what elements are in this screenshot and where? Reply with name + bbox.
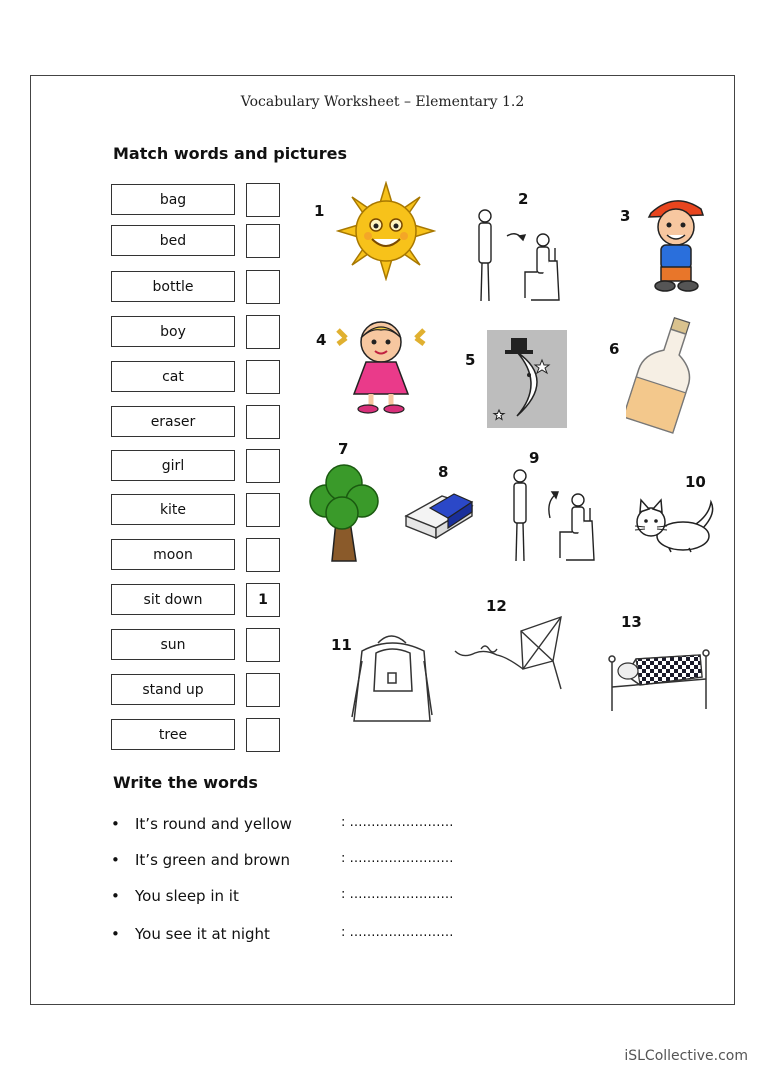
question-text: You see it at night	[135, 925, 270, 943]
picture-number-1: 1	[314, 202, 325, 220]
bag-icon	[346, 631, 436, 726]
girl-icon	[336, 316, 426, 416]
picture-number-4: 4	[316, 331, 327, 349]
word-box-boy: boy	[111, 316, 235, 347]
write-heading: Write the words	[113, 773, 258, 792]
question-text: You sleep in it	[135, 887, 239, 905]
answer-line[interactable]: : ……………………	[341, 887, 454, 902]
answer-box-bottle[interactable]	[246, 270, 280, 304]
answer-line[interactable]: : ……………………	[341, 815, 454, 830]
word-box-sit-down: sit down	[111, 584, 235, 615]
word-box-bag: bag	[111, 184, 235, 215]
picture-number-6: 6	[609, 340, 620, 358]
bed-icon	[606, 641, 716, 716]
answer-box-eraser[interactable]	[246, 405, 280, 439]
answer-box-kite[interactable]	[246, 493, 280, 527]
word-box-girl: girl	[111, 450, 235, 481]
picture-number-12: 12	[486, 597, 507, 615]
cat-icon	[631, 496, 721, 556]
tree-icon	[306, 461, 381, 566]
worksheet-title: Vocabulary Worksheet – Elementary 1.2	[240, 94, 525, 110]
answer-box-sit-down[interactable]: 1	[246, 583, 280, 617]
bottle-icon	[626, 316, 706, 436]
watermark-footer: iSLCollective.com	[624, 1048, 748, 1064]
bullet: •	[111, 887, 120, 905]
answer-box-bag[interactable]	[246, 183, 280, 217]
answer-box-tree[interactable]	[246, 718, 280, 752]
picture-number-11: 11	[331, 636, 352, 654]
picture-number-13: 13	[621, 613, 642, 631]
word-box-bottle: bottle	[111, 271, 235, 302]
bullet: •	[111, 815, 120, 833]
picture-number-3: 3	[620, 207, 631, 225]
word-box-kite: kite	[111, 494, 235, 525]
answer-box-moon[interactable]	[246, 538, 280, 572]
eraser-icon	[404, 486, 474, 541]
picture-number-2: 2	[518, 190, 529, 208]
sit-down-icon	[471, 206, 566, 306]
answer-box-sun[interactable]	[246, 628, 280, 662]
kite-icon	[451, 611, 581, 691]
answer-box-cat[interactable]	[246, 360, 280, 394]
word-box-stand-up: stand up	[111, 674, 235, 705]
answer-line[interactable]: : ……………………	[341, 851, 454, 866]
answer-box-boy[interactable]	[246, 315, 280, 349]
question-text: It’s green and brown	[135, 851, 291, 869]
word-box-eraser: eraser	[111, 406, 235, 437]
answer-box-girl[interactable]	[246, 449, 280, 483]
answer-line[interactable]: : ……………………	[341, 925, 454, 940]
answer-box-stand-up[interactable]	[246, 673, 280, 707]
worksheet-page	[30, 75, 735, 1005]
word-box-tree: tree	[111, 719, 235, 750]
bullet: •	[111, 925, 120, 943]
word-box-cat: cat	[111, 361, 235, 392]
picture-number-9: 9	[529, 449, 540, 467]
word-box-sun: sun	[111, 629, 235, 660]
bullet: •	[111, 851, 120, 869]
answer-box-bed[interactable]	[246, 224, 280, 258]
moon-icon	[487, 330, 567, 428]
picture-number-10: 10	[685, 473, 706, 491]
match-heading: Match words and pictures	[113, 144, 347, 163]
picture-number-7: 7	[338, 440, 349, 458]
picture-number-8: 8	[438, 463, 449, 481]
picture-number-5: 5	[465, 351, 476, 369]
question-text: It’s round and yellow	[135, 815, 292, 833]
stand-up-icon	[506, 466, 601, 566]
boy-icon	[641, 191, 711, 296]
word-box-bed: bed	[111, 225, 235, 256]
word-box-moon: moon	[111, 539, 235, 570]
sun-icon	[336, 181, 436, 281]
